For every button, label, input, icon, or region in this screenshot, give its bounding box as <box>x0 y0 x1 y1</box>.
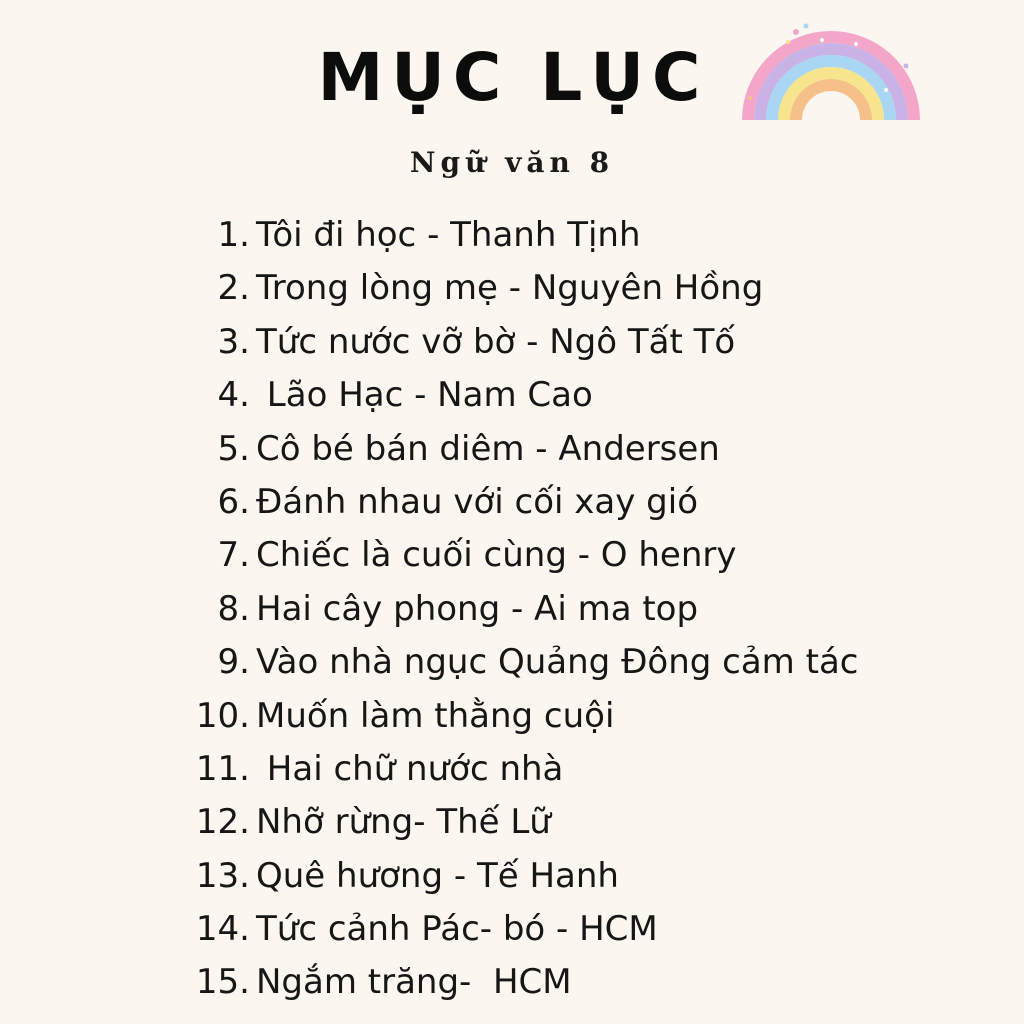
list-item-text: Quê hương - Tế Hanh <box>256 855 619 896</box>
rainbow-icon <box>736 20 926 130</box>
list-item-text: Hai chữ nước nhà <box>256 748 564 789</box>
page-title: MỤC LỤC <box>317 39 709 116</box>
sparkle-dot <box>904 64 909 69</box>
list-item <box>0 743 1024 796</box>
list-item <box>0 636 1024 689</box>
list-item-text: Nhỡ rừng- Thế Lữ <box>256 802 551 843</box>
list-item <box>0 583 1024 636</box>
list-item <box>0 209 1024 262</box>
list-item-text: Muốn làm thằng cuội <box>256 695 615 736</box>
list-item <box>0 423 1024 476</box>
list-item-text: Tức nước vỡ bờ - Ngô Tất Tố <box>256 321 736 362</box>
list-item-text: Hai cây phong - Ai ma top <box>256 588 699 629</box>
list-item-text: Chiếc là cuối cùng - O henry <box>256 535 737 576</box>
sparkle-dot <box>748 96 752 100</box>
list-item-number: 5. <box>217 428 250 469</box>
rainbow-band-5 <box>796 85 866 120</box>
sparkle-dot <box>804 24 809 29</box>
sparkle-dot <box>820 38 824 42</box>
list-item-number: 1. <box>217 215 250 255</box>
list-item <box>0 316 1024 369</box>
list-item-text: Tôi đi học - Thanh Tịnh <box>256 215 641 255</box>
list-item-number: 11. <box>195 748 250 789</box>
list-item-text: Cô bé bán diêm - Andersen <box>256 428 720 469</box>
sparkle-dot <box>854 42 858 46</box>
list-item <box>0 690 1024 743</box>
list-item-number: 6. <box>217 481 250 522</box>
list-item <box>0 369 1024 422</box>
table-of-contents <box>0 209 1024 1010</box>
list-item-text: Trong lòng mẹ - Nguyên Hồng <box>256 268 764 309</box>
list-item-text: Tức cảnh Pác- bó - HCM <box>256 909 658 950</box>
list-item-number: 10. <box>195 695 250 736</box>
list-item-number: 2. <box>217 268 250 309</box>
list-item-number: 7. <box>217 535 250 576</box>
sparkle-dot <box>793 29 799 35</box>
list-item <box>0 796 1024 849</box>
list-item <box>0 850 1024 903</box>
sparkle-dot <box>884 88 888 92</box>
list-item-text: Đánh nhau với cối xay gió <box>256 481 699 522</box>
page-subtitle: Ngữ văn 8 <box>409 146 615 179</box>
list-item-text: Vào nhà ngục Quảng Đông cảm tác <box>256 642 859 683</box>
list-item-number: 9. <box>217 642 250 683</box>
list-item <box>0 529 1024 582</box>
list-item-number: 15. <box>195 962 250 1003</box>
list-item-number: 12. <box>195 802 250 843</box>
list-item <box>0 262 1024 315</box>
list-item-number: 3. <box>217 321 250 362</box>
list-item-number: 4. <box>217 375 250 416</box>
list-item-number: 14. <box>195 909 250 950</box>
list-item-number: 8. <box>217 588 250 629</box>
list-item-text: Lão Hạc - Nam Cao <box>256 375 593 416</box>
list-item <box>0 476 1024 529</box>
list-item-number: 13. <box>195 855 250 896</box>
list-item <box>0 956 1024 1009</box>
list-item-text: Ngắm trăng- HCM <box>256 962 572 1003</box>
list-item <box>0 903 1024 956</box>
sparkle-dot <box>786 40 790 44</box>
